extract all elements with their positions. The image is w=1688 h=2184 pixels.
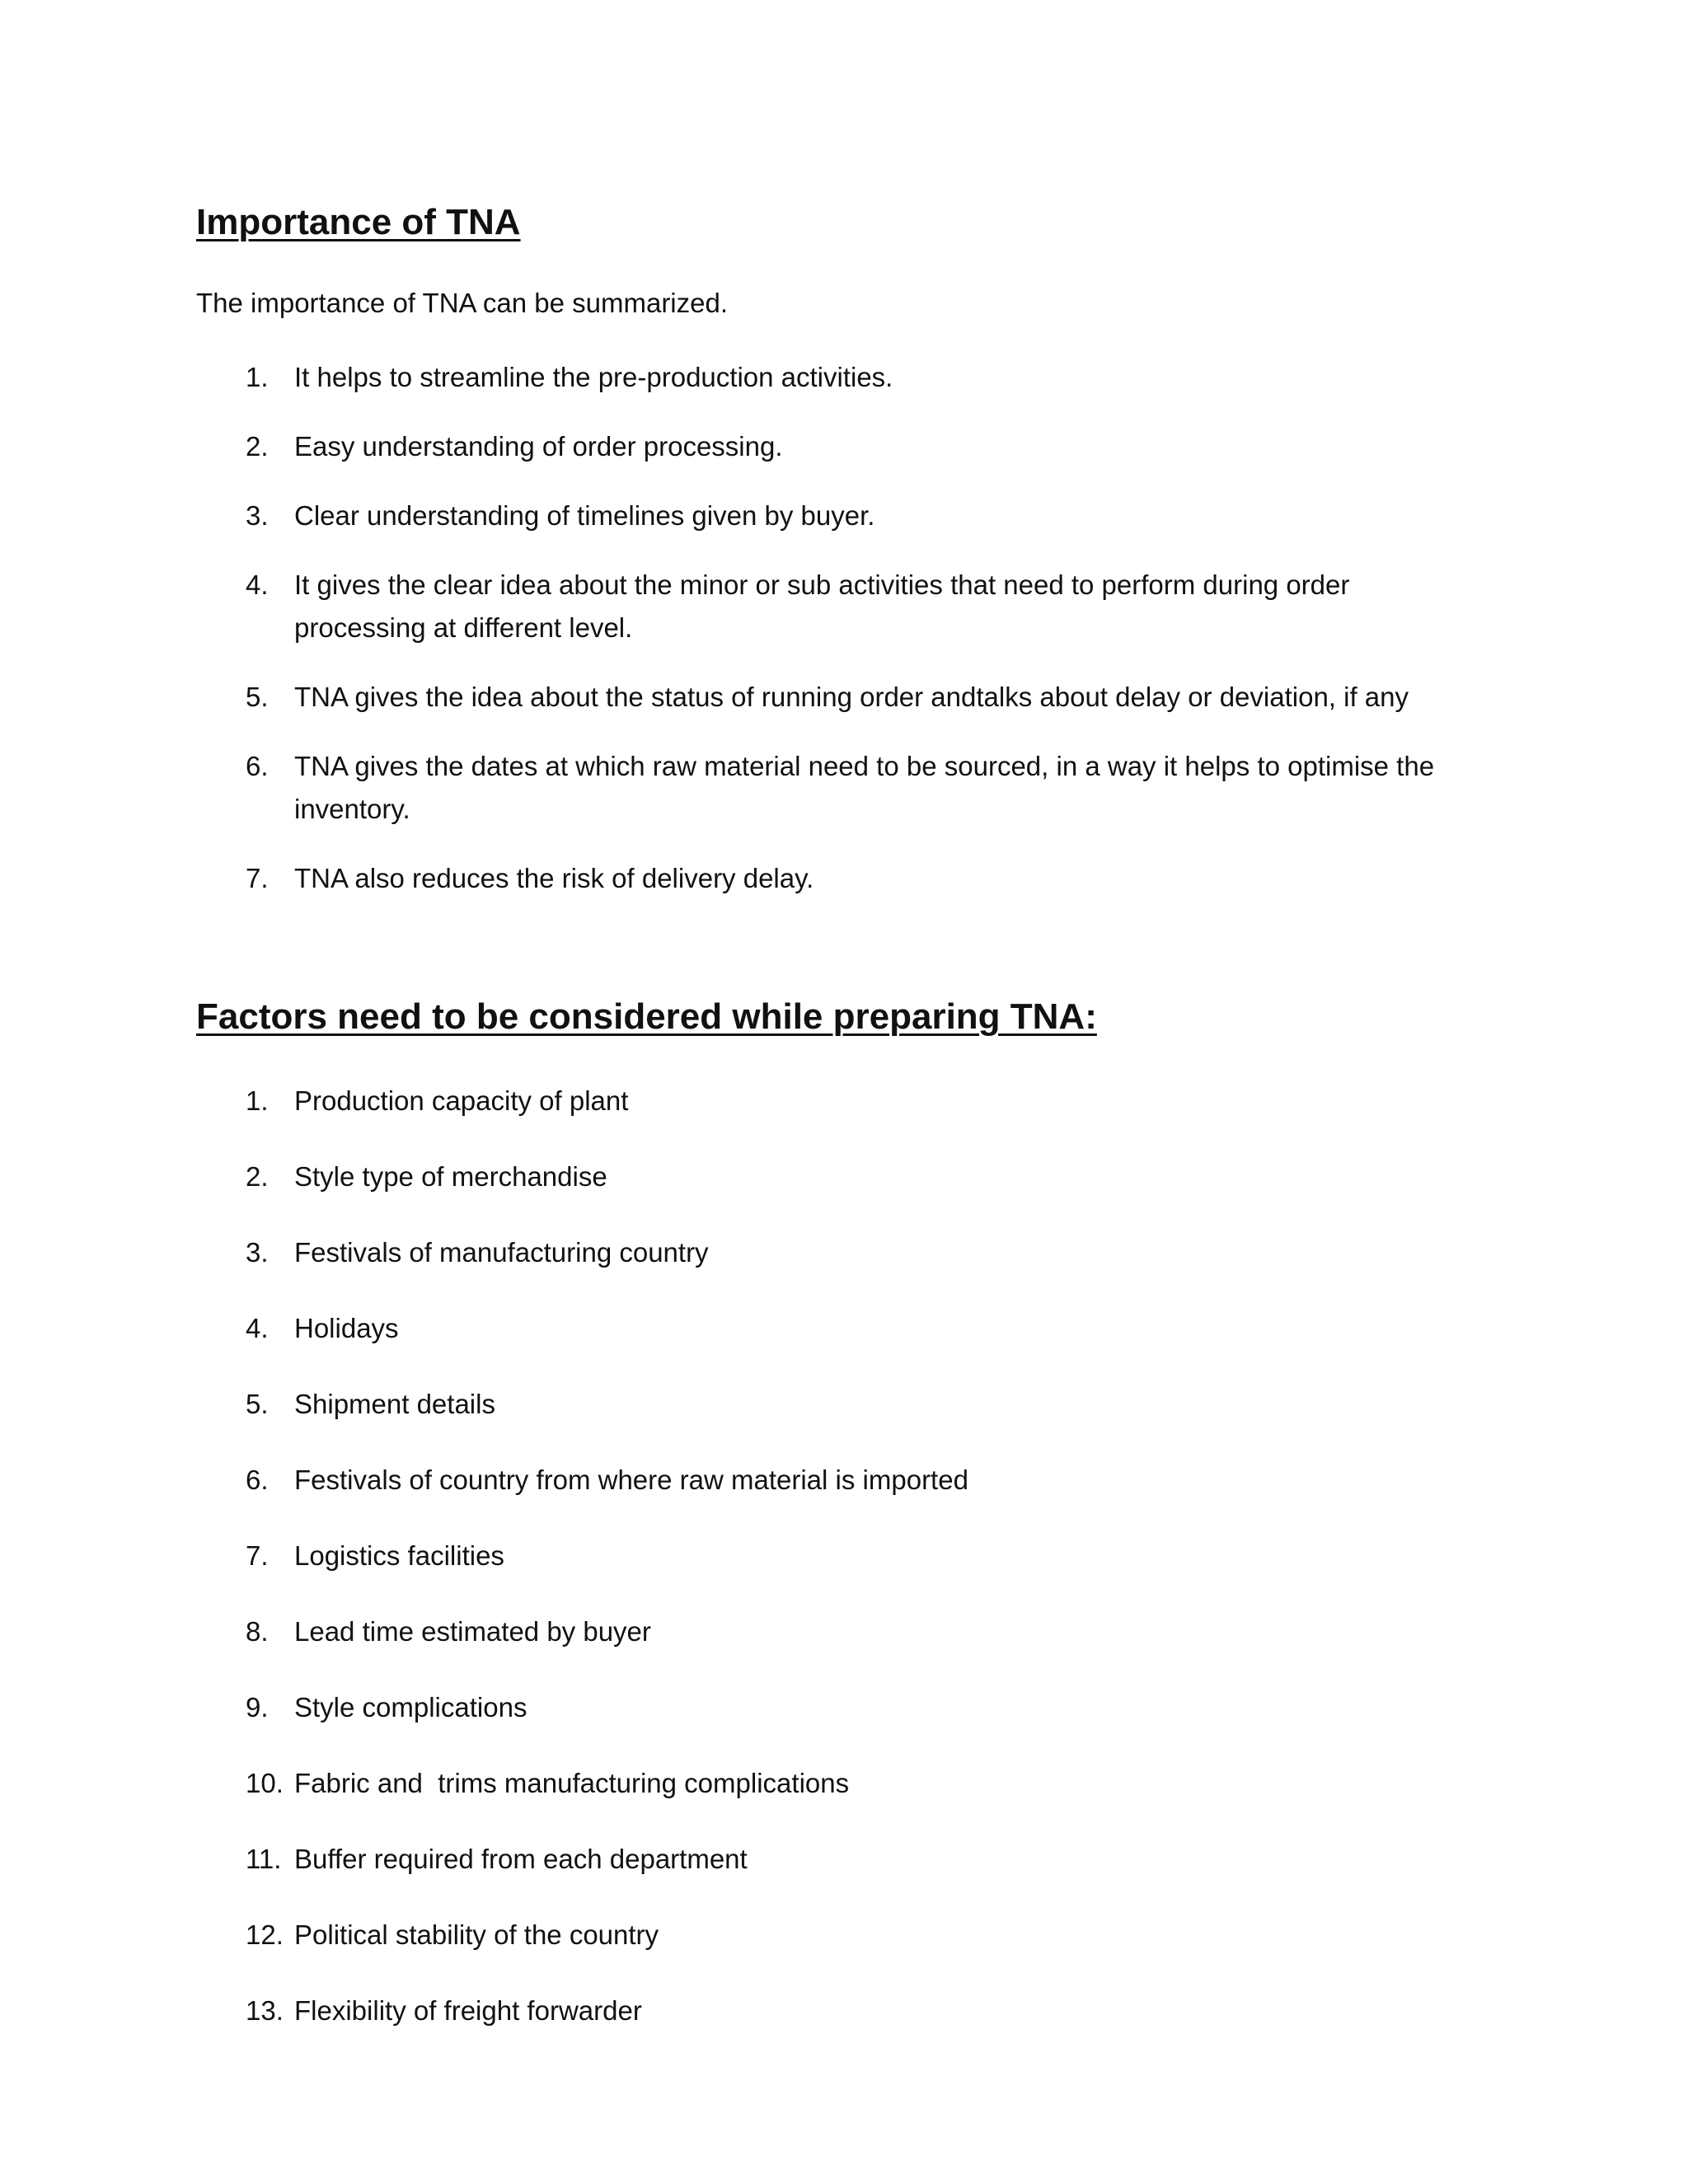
list-item [0, 1610, 1473, 1653]
importance-list [0, 356, 1473, 926]
list-item [0, 676, 1473, 719]
list-item [0, 1080, 1473, 1122]
list-text: Style type of merchandise [294, 1161, 607, 1192]
list-number: 6. [246, 751, 269, 781]
list-number: 13. [246, 1995, 284, 2026]
list-item [0, 356, 1473, 399]
list-item [0, 1155, 1473, 1198]
section-heading-factors: Factors need to be considered while preparing TNA: [196, 996, 1097, 1037]
list-number: 11. [246, 1844, 282, 1874]
list-text: Fabric and trims manufacturing complications [294, 1768, 850, 1798]
list-number: 7. [246, 863, 269, 893]
list-item [0, 1383, 1473, 1426]
list-number: 4. [246, 1313, 269, 1343]
list-item [0, 745, 1473, 831]
list-text: Holidays [294, 1313, 399, 1343]
list-text: It gives the clear idea about the minor or sub activities that need to perform during order processing at different level. [294, 569, 1350, 643]
list-number: 3. [246, 1237, 269, 1268]
list-item [0, 1762, 1473, 1805]
list-text: Festivals of country from where raw material is imported [294, 1465, 968, 1495]
list-item [0, 494, 1473, 537]
list-item [0, 564, 1473, 649]
list-number: 12. [246, 1919, 284, 1950]
list-text: Lead time estimated by buyer [294, 1616, 651, 1647]
list-text: Easy understanding of order processing. [294, 431, 783, 462]
list-text: TNA gives the idea about the status of running order andtalks about delay or deviation, if any [294, 682, 1409, 712]
list-item [0, 857, 1473, 900]
list-text: Clear understanding of timelines given by buyer. [294, 500, 875, 531]
intro-paragraph: The importance of TNA can be summarized. [196, 288, 729, 318]
list-number: 5. [246, 682, 269, 712]
list-text: Flexibility of freight forwarder [294, 1995, 642, 2026]
list-text: It helps to streamline the pre-production activities. [294, 362, 893, 392]
list-number: 1. [246, 1085, 269, 1116]
list-text: Political stability of the country [294, 1919, 659, 1950]
list-text: TNA also reduces the risk of delivery delay. [294, 863, 814, 893]
list-item [0, 1838, 1473, 1881]
list-item [0, 1459, 1473, 1502]
list-text: Production capacity of plant [294, 1085, 629, 1116]
list-text: Logistics facilities [294, 1540, 504, 1571]
list-number: 2. [246, 431, 269, 462]
list-number: 10. [246, 1768, 284, 1798]
list-number: 9. [246, 1692, 269, 1722]
list-number: 2. [246, 1161, 269, 1192]
list-text: Style complications [294, 1692, 528, 1722]
list-text: Buffer required from each department [294, 1844, 748, 1874]
list-number: 4. [246, 569, 269, 600]
list-item [0, 1686, 1473, 1729]
list-number: 5. [246, 1389, 269, 1419]
list-item [0, 1990, 1473, 2032]
list-text: Shipment details [294, 1389, 495, 1419]
section-heading-importance: Importance of TNA [196, 202, 521, 242]
list-number: 6. [246, 1465, 269, 1495]
list-number: 3. [246, 500, 269, 531]
list-text: TNA gives the dates at which raw material need to be sourced, in a way it helps to optimise the inventory. [294, 751, 1435, 824]
list-number: 7. [246, 1540, 269, 1571]
list-number: 1. [246, 362, 269, 392]
list-item [0, 425, 1473, 468]
list-item [0, 1535, 1473, 1577]
list-item [0, 1231, 1473, 1274]
list-item [0, 1307, 1473, 1350]
factors-list [0, 1080, 1473, 2065]
list-text: Festivals of manufacturing country [294, 1237, 709, 1268]
list-item [0, 1914, 1473, 1957]
list-number: 8. [246, 1616, 269, 1647]
